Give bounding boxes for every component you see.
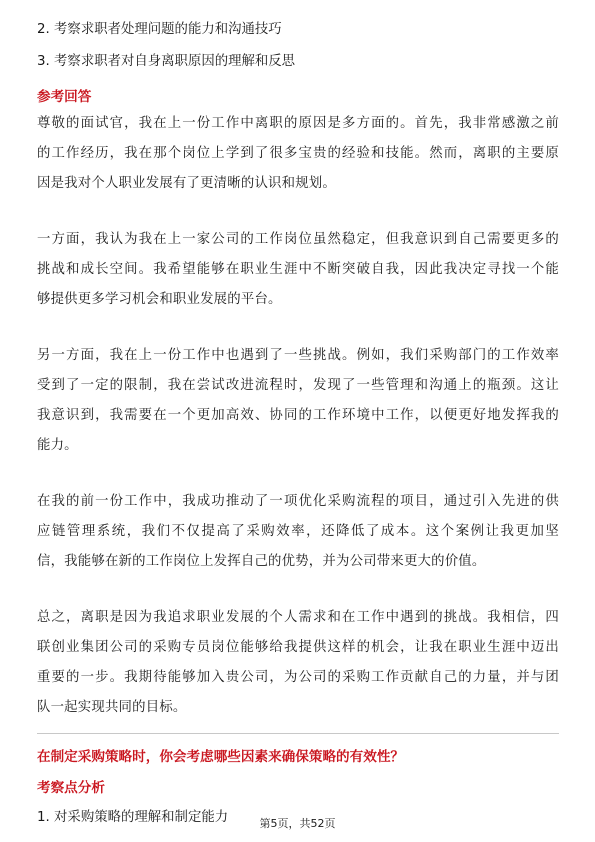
paragraph-line: 尊敬的面试官，我在上一份工作中离职的原因是多方面的。首先，我非常感激之前 [37,116,559,131]
answer-paragraph [37,231,559,309]
answer-paragraph [37,115,559,193]
analysis-item: 1. 对采购策略的理解和制定能力 [37,810,229,825]
paragraph-line: 挑战和成长空间。我希望能够在职业生涯中不断突破自我，因此我决定寻找一个能 [37,262,559,277]
analysis-heading: 考察点分析 [37,780,105,796]
paragraph-line: 我意识到，我需要在一个更加高效、协同的工作环境中工作，以便更好地发挥我的 [37,408,559,423]
paragraph-line: 够提供更多学习机会和职业发展的平台。 [37,292,282,307]
answer-paragraph [37,493,559,571]
paragraph-line: 应链管理系统，我们不仅提高了采购效率，还降低了成本。这个案例让我更加坚 [37,524,559,539]
paragraph-line: 因是我对个人职业发展有了更清晰的认识和规划。 [37,176,336,191]
document-page [37,0,559,827]
paragraph-line: 信，我能够在新的工作岗位上发挥自己的优势，并为公司带来更大的价值。 [37,554,486,569]
page-number-footer: 第5页，共52页 [259,817,336,830]
criteria-item: 3. 考察求职者对自身离职原因的理解和反思 [37,54,296,69]
reference-answer-heading: 参考回答 [37,89,92,105]
paragraph-line: 队一起实现共同的目标。 [37,700,187,715]
paragraph-line: 的工作经历，我在那个岗位上学到了很多宝贵的经验和技能。然而，离职的主要原 [37,146,559,161]
paragraph-line: 重要的一步。我期待能够加入贵公司，为公司的采购工作贡献自己的力量，并与团 [37,670,559,685]
answer-paragraph [37,347,559,455]
paragraph-line: 总之，离职是因为我追求职业发展的个人需求和在工作中遇到的挑战。我相信，四 [37,610,559,625]
paragraph-line: 能力。 [37,438,78,453]
paragraph-line: 受到了一定的限制，我在尝试改进流程时，发现了一些管理和沟通上的瓶颈。这让 [37,378,559,393]
question-heading: 在制定采购策略时，你会考虑哪些因素来确保策略的有效性？ [37,749,405,765]
section-divider [37,733,559,734]
answer-paragraph [37,609,559,717]
paragraph-line: 另一方面，我在上一份工作中也遇到了一些挑战。例如，我们采购部门的工作效率 [37,348,559,363]
paragraph-line: 联创业集团公司的采购专员岗位能够给我提供这样的机会，让我在职业生涯中迈出 [37,640,559,655]
paragraph-line: 一方面，我认为我在上一家公司的工作岗位虽然稳定，但我意识到自己需要更多的 [37,232,559,247]
paragraph-line: 在我的前一份工作中，我成功推动了一项优化采购流程的项目，通过引入先进的供 [37,494,559,509]
criteria-item: 2. 考察求职者处理问题的能力和沟通技巧 [37,22,282,37]
